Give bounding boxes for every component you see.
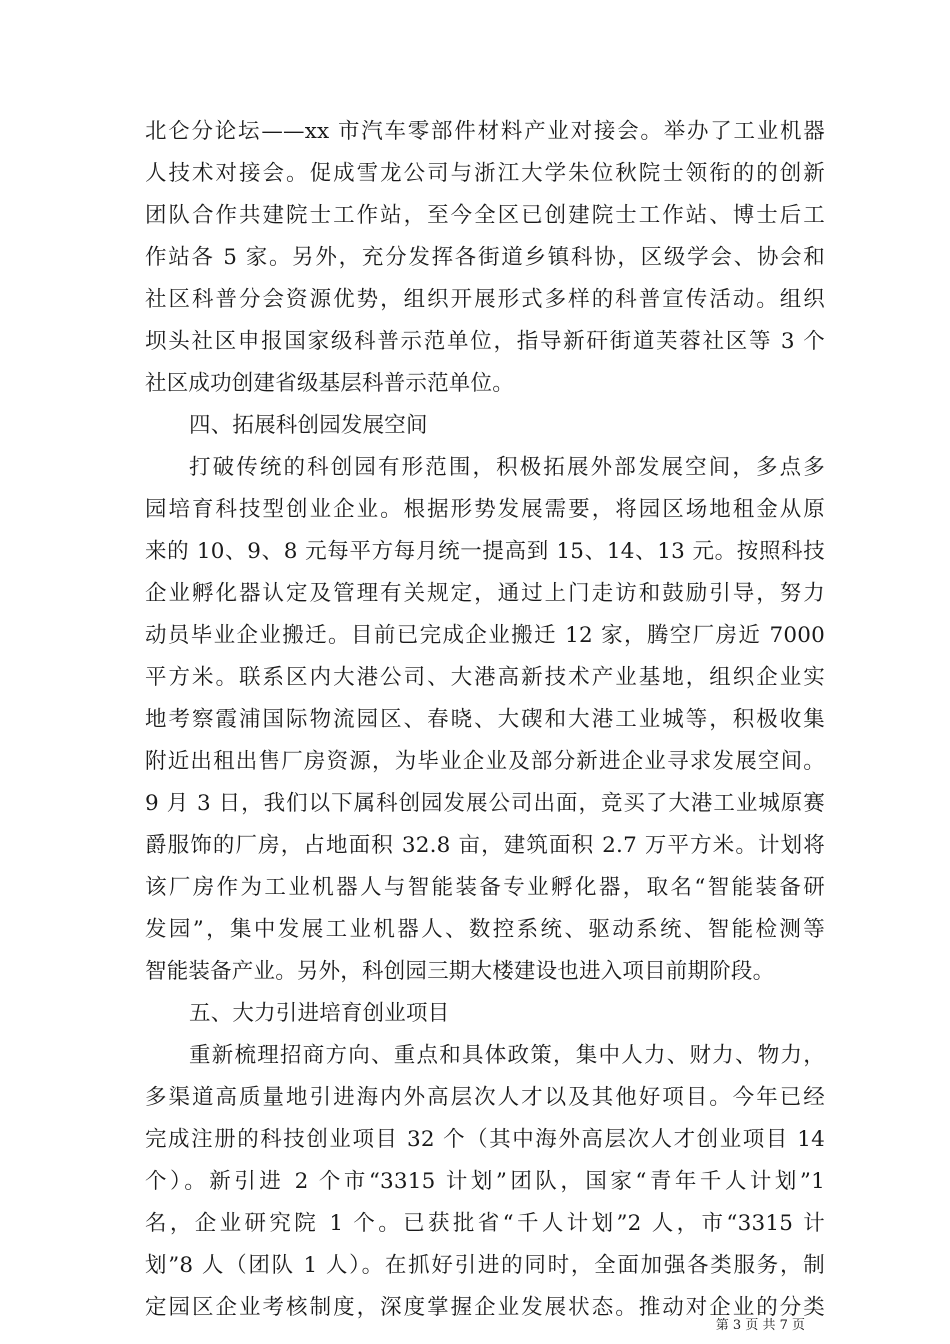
paragraph-line-last: 社区成功创建省级基层科普示范单位。	[145, 371, 514, 396]
section-heading-4: 四、拓展科创园发展空间	[189, 413, 428, 438]
paragraph-line-first: 重新梳理招商方向、重点和具体政策，集中人力、财力、物力，	[189, 1043, 825, 1068]
paragraph-line: 作站各 5 家。另外，充分发挥各街道乡镇科协，区级学会、协会和	[145, 245, 825, 270]
paragraph-line: 企业孵化器认定及管理有关规定，通过上门走访和鼓励引导，努力	[145, 581, 825, 606]
paragraph-line: 团队合作共建院士工作站，至今全区已创建院士工作站、博士后工	[145, 203, 825, 228]
page-number: 第 3 页 共 7 页	[715, 1318, 805, 1333]
paragraph-line: 坝头社区申报国家级科普示范单位，指导新矸街道芙蓉社区等 3 个	[145, 329, 825, 354]
paragraph-line: 个）。新引进 2 个市“3315 计划”团队，国家“青年千人计划”1	[145, 1169, 825, 1194]
paragraph-line: 平方米。联系区内大港公司、大港高新技术产业基地，组织企业实	[145, 665, 825, 690]
paragraph-line-first: 打破传统的科创园有形范围，积极拓展外部发展空间，多点多	[189, 455, 825, 480]
paragraph-line: 爵服饰的厂房，占地面积 32.8 亩，建筑面积 2.7 万平方米。计划将	[145, 833, 825, 858]
paragraph-line: 定园区企业考核制度，深度掌握企业发展状态。推动对企业的分类	[145, 1295, 825, 1320]
paragraph-line: 名，企业研究院 1 个。已获批省“千人计划”2 人，市“3315 计	[145, 1211, 825, 1236]
paragraph-line: 完成注册的科技创业项目 32 个（其中海外高层次人才创业项目 14	[145, 1127, 825, 1152]
paragraph-line: 社区科普分会资源优势，组织开展形式多样的科普宣传活动。组织	[145, 287, 825, 312]
section-heading-5: 五、大力引进培育创业项目	[189, 1001, 450, 1026]
paragraph-line: 动员毕业企业搬迁。目前已完成企业搬迁 12 家，腾空厂房近 7000	[145, 623, 825, 648]
paragraph-line: 划”8 人（团队 1 人）。在抓好引进的同时，全面加强各类服务，制	[145, 1253, 825, 1278]
paragraph-line: 附近出租出售厂房资源，为毕业企业及部分新进企业寻求发展空间。	[145, 749, 825, 774]
paragraph-line: 发园”，集中发展工业机器人、数控系统、驱动系统、智能检测等	[145, 917, 825, 942]
paragraph-line: 来的 10、9、8 元每平方每月统一提高到 15、14、13 元。按照科技	[145, 539, 825, 564]
paragraph-line: 园培育科技型创业企业。根据形势发展需要，将园区场地租金从原	[145, 497, 825, 522]
paragraph-line: 人技术对接会。促成雪龙公司与浙江大学朱位秋院士领衔的的创新	[145, 161, 825, 186]
paragraph-line: 9 月 3 日，我们以下属科创园发展公司出面，竞买了大港工业城原赛	[145, 791, 825, 816]
paragraph-line: 北仑分论坛——xx 市汽车零部件材料产业对接会。举办了工业机器	[145, 119, 825, 144]
paragraph-line-last: 智能装备产业。另外，科创园三期大楼建设也进入项目前期阶段。	[145, 959, 775, 984]
paragraph-line: 该厂房作为工业机器人与智能装备专业孵化器，取名“智能装备研	[145, 875, 825, 900]
paragraph-line: 地考察霞浦国际物流园区、春晓、大碶和大港工业城等，积极收集	[145, 707, 825, 732]
paragraph-line: 多渠道高质量地引进海内外高层次人才以及其他好项目。今年已经	[145, 1085, 825, 1110]
